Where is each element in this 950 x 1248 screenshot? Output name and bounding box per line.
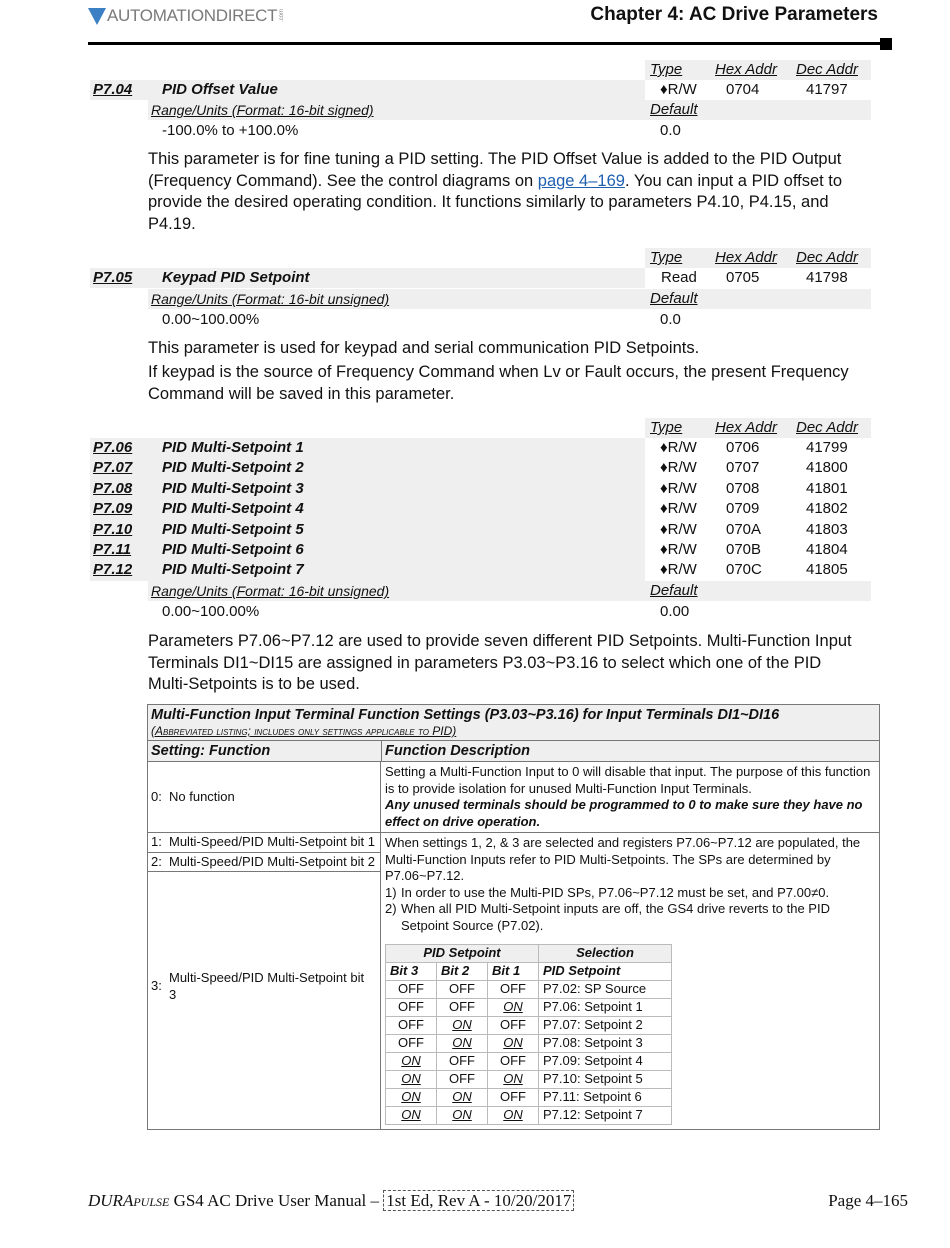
group-header-pid-setpoint: PID Setpoint: [386, 945, 539, 963]
param-type: ♦R/W: [660, 459, 697, 477]
bit2-cell: OFF: [437, 1053, 488, 1071]
pid-table-row: [386, 1089, 672, 1107]
param-type: ♦R/W: [660, 500, 697, 518]
dec-header: Dec Addr: [796, 419, 858, 436]
setting-name: Multi-Speed/PID Multi-Setpoint bit 2: [169, 853, 375, 869]
brand-dura: DURA: [88, 1191, 134, 1210]
param-type: Read: [661, 269, 697, 286]
bit1-cell: ON: [488, 999, 539, 1017]
pid-table-row: [386, 999, 672, 1017]
param-number: P7.07: [93, 459, 133, 477]
bit1-cell: OFF: [488, 1053, 539, 1071]
table-subtitle: (Abbreviated listing; includes only settings applicable to PID): [151, 724, 457, 738]
setting-label: [148, 789, 238, 806]
sub-header-bit1: Bit 1: [488, 963, 539, 981]
logo-v-icon: [88, 8, 106, 25]
description-text: When settings 1, 2, & 3 are selected and registers P7.06~P7.12 are populated, the Multi-Function Inputs refer to PID Multi-Setpoints. The SPs are determined by P7.06~P7.12.: [385, 835, 861, 883]
bit1-cell: OFF: [488, 981, 539, 999]
desc-text: . You can input a PID offset to provide the desired operating condition. It functions similarly to parameters P4.10, P4.15, and P4.19.: [148, 171, 843, 233]
chapter-title: Chapter 4: AC Drive Parameters: [590, 4, 878, 25]
bit2-cell: ON: [437, 1017, 488, 1035]
default-value: 0.0: [660, 311, 681, 328]
table-header-row: [148, 741, 879, 762]
note-text: When all PID Multi-Setpoint inputs are off, the GS4 drive reverts to the PID Setpoint Source (P7.02).: [401, 901, 830, 933]
default-header: Default: [650, 582, 698, 599]
function-settings-table: [147, 704, 880, 1130]
default-header: Default: [650, 101, 698, 118]
header-square-marker: [880, 38, 892, 50]
bit2-cell: OFF: [437, 1071, 488, 1089]
param-name: PID Multi-Setpoint 1: [162, 439, 304, 456]
setting-cells: [148, 833, 381, 1129]
logo-suffix: .com: [279, 9, 286, 23]
param-number: P7.12: [93, 561, 133, 579]
pid-table-body: [386, 981, 672, 1125]
pid-table-row: [386, 1017, 672, 1035]
setting-number: 1:: [151, 834, 162, 849]
param-dec: 41803: [806, 520, 848, 538]
param-name: PID Multi-Setpoint 4: [162, 500, 304, 518]
pid-table-sub-header: [386, 963, 672, 981]
param-number: P7.09: [93, 500, 133, 518]
hex-header: Hex Addr: [715, 61, 777, 78]
param-dec: 41802: [806, 500, 848, 518]
param-number: P7.06: [93, 439, 133, 456]
param-dec: 41801: [806, 479, 848, 497]
range-value: -100.0% to +100.0%: [162, 122, 299, 139]
setting-row-1: [148, 833, 380, 853]
brand-pulse: PULSE: [133, 1195, 170, 1209]
footer-manual-title: [88, 1191, 574, 1211]
param-dec: 41804: [806, 541, 848, 558]
sub-header-bit2: Bit 2: [437, 963, 488, 981]
note-number: 1): [385, 884, 397, 900]
description-warning: Any unused terminals should be programmed to 0 to make sure they have no effect on drive operation.: [385, 797, 863, 829]
selection-cell: P7.02: SP Source: [539, 981, 672, 999]
pid-table-row: [386, 981, 672, 999]
note-number: 2): [385, 901, 397, 916]
default-value: 0.00: [660, 603, 690, 620]
param-type: ♦R/W: [660, 439, 697, 456]
note-item: [385, 901, 875, 934]
param-description-1: This parameter is used for keypad and serial communication PID Setpoints.: [148, 339, 700, 357]
description-notes: [385, 885, 875, 935]
pid-table-row: [386, 1107, 672, 1125]
range-label: Range/Units (Format: 16-bit signed): [151, 102, 374, 118]
param-type: ♦R/W: [660, 541, 697, 558]
param-type: ♦R/W: [660, 520, 697, 538]
param-number: P7.08: [93, 479, 133, 497]
setting-number: 2:: [151, 853, 162, 869]
note-text: In order to use the Multi-PID SPs, P7.06~P7.12 must be set, and P7.00≠0.: [401, 884, 830, 900]
table-row-setting-0: [148, 762, 879, 833]
bit1-cell: ON: [488, 1071, 539, 1089]
pid-table-group-header: [386, 945, 672, 963]
setting-row-2: [148, 853, 380, 873]
bit3-cell: OFF: [386, 981, 437, 999]
manual-title: GS4 AC Drive User Manual –: [169, 1191, 384, 1210]
param-hex: 0707: [726, 459, 760, 477]
logo-text: AUTOMATIONDIRECT: [107, 6, 278, 25]
dec-header: Dec Addr: [796, 61, 858, 78]
bit3-cell: OFF: [386, 1035, 437, 1053]
selection-cell: P7.10: Setpoint 5: [539, 1071, 672, 1089]
param-description-2: If keypad is the source of Frequency Command when Lv or Fault occurs, the present Frequency Command will be saved in this parameter.: [148, 363, 849, 403]
param-type: ♦R/W: [660, 479, 697, 497]
param-name: PID Multi-Setpoint 6: [162, 541, 304, 558]
setting-number: 0:: [151, 788, 162, 804]
bit3-cell: OFF: [386, 999, 437, 1017]
type-header: Type: [650, 249, 683, 266]
default-value: 0.0: [660, 122, 681, 139]
revision-box: 1st Ed, Rev A - 10/20/2017: [383, 1190, 574, 1211]
param-hex: 0706: [726, 439, 760, 456]
bit1-cell: OFF: [488, 1017, 539, 1035]
header-rule: [88, 42, 888, 45]
setting-cell: [148, 762, 381, 832]
bit3-cell: ON: [386, 1071, 437, 1089]
table-title: Multi-Function Input Terminal Function Settings (P3.03~P3.16) for Input Terminals DI1~DI16: [151, 707, 780, 723]
bit2-cell: ON: [437, 1089, 488, 1107]
bit3-cell: ON: [386, 1053, 437, 1071]
col-setting-header: Setting: Function: [148, 741, 382, 761]
page-number: Page 4–165: [828, 1191, 908, 1210]
pid-table-row: [386, 1053, 672, 1071]
param-hex: 0704: [726, 81, 760, 98]
param-number: P7.10: [93, 520, 133, 538]
pid-setpoint-table: [385, 944, 672, 1125]
range-value: 0.00~100.00%: [162, 603, 260, 620]
bit2-cell: ON: [437, 1035, 488, 1053]
bit2-cell: OFF: [437, 981, 488, 999]
setting-number: 3:: [151, 978, 162, 994]
bit3-cell: OFF: [386, 1017, 437, 1035]
selection-cell: P7.11: Setpoint 6: [539, 1089, 672, 1107]
param-hex: 070B: [726, 541, 762, 558]
brand-name: [88, 1191, 169, 1210]
default-header: Default: [650, 290, 698, 307]
automationdirect-logo: [88, 5, 285, 27]
range-value: 0.00~100.00%: [162, 311, 260, 328]
dec-header: Dec Addr: [796, 249, 858, 266]
param-type: ♦R/W: [660, 561, 697, 579]
param-number: P7.04: [93, 81, 133, 98]
param-hex: 0708: [726, 479, 760, 497]
selection-cell: P7.06: Setpoint 1: [539, 999, 672, 1017]
table-row-settings-1-3: [148, 833, 879, 1129]
pid-table-row: [386, 1071, 672, 1089]
bit3-cell: ON: [386, 1107, 437, 1125]
hex-header: Hex Addr: [715, 249, 777, 266]
desc-text: This parameter is for fine tuning a PID setting. The PID Offset Value is added to the PID Output (Frequency Command). See the control diagrams on: [148, 150, 842, 190]
param-dec: 41797: [806, 81, 848, 98]
setting-name: Multi-Speed/PID Multi-Setpoint bit 3: [169, 970, 365, 1002]
selection-cell: P7.12: Setpoint 7: [539, 1107, 672, 1125]
sub-header-pid-setpoint: PID Setpoint: [539, 963, 672, 981]
param-hex: 070C: [726, 561, 762, 579]
group-header-selection: Selection: [539, 945, 672, 963]
bit3-cell: ON: [386, 1089, 437, 1107]
param-type: ♦R/W: [660, 81, 697, 98]
param-name: PID Multi-Setpoint 7: [162, 561, 304, 579]
setting-row-3: [148, 872, 380, 1129]
param-description: Parameters P7.06~P7.12 are used to provide seven different PID Setpoints. Multi-Function Input Terminals DI1~DI15 are assigned in parameters P3.03~P3.16 to select which one of the PID Multi-Setpoints is to be used.: [148, 632, 852, 693]
setting-name: No function: [169, 788, 235, 804]
param-name: PID Multi-Setpoint 5: [162, 520, 304, 538]
bit1-cell: ON: [488, 1107, 539, 1125]
hex-header: Hex Addr: [715, 419, 777, 436]
sub-header-bit3: Bit 3: [386, 963, 437, 981]
bit1-cell: ON: [488, 1035, 539, 1053]
param-number: P7.11: [93, 541, 132, 558]
bit1-cell: OFF: [488, 1089, 539, 1107]
param-dec: 41805: [806, 561, 848, 579]
param-name: Keypad PID Setpoint: [162, 269, 310, 286]
selection-cell: P7.07: Setpoint 2: [539, 1017, 672, 1035]
param-name: PID Offset Value: [162, 81, 278, 98]
note-item: [385, 885, 875, 902]
param-number: P7.05: [93, 269, 133, 286]
type-header: Type: [650, 419, 683, 436]
pid-table-row: [386, 1035, 672, 1053]
description-cell: [381, 833, 879, 1129]
param-dec: 41799: [806, 439, 848, 456]
range-label: Range/Units (Format: 16-bit unsigned): [151, 583, 390, 599]
param-hex: 070A: [726, 520, 762, 538]
page-link[interactable]: page 4–169: [537, 171, 625, 190]
param-hex: 0705: [726, 269, 760, 286]
bit2-cell: OFF: [437, 999, 488, 1017]
param-dec: 41798: [806, 269, 848, 286]
param-hex: 0709: [726, 500, 760, 518]
selection-cell: P7.08: Setpoint 3: [539, 1035, 672, 1053]
param-name: PID Multi-Setpoint 3: [162, 479, 304, 497]
description-cell: [381, 762, 879, 832]
param-name: PID Multi-Setpoint 2: [162, 459, 304, 477]
description-text: Setting a Multi-Function Input to 0 will disable that input. The purpose of this function is to provide isolation for unused Multi-Function Input Terminals.: [385, 764, 871, 796]
bit2-cell: ON: [437, 1107, 488, 1125]
selection-cell: P7.09: Setpoint 4: [539, 1053, 672, 1071]
setting-name: Multi-Speed/PID Multi-Setpoint bit 1: [169, 834, 375, 849]
table-title-block: [148, 705, 879, 741]
type-header: Type: [650, 61, 683, 78]
param-description: [148, 149, 868, 235]
param-dec: 41800: [806, 459, 848, 477]
range-label: Range/Units (Format: 16-bit unsigned): [151, 291, 390, 307]
col-description-header: Function Description: [385, 743, 530, 759]
